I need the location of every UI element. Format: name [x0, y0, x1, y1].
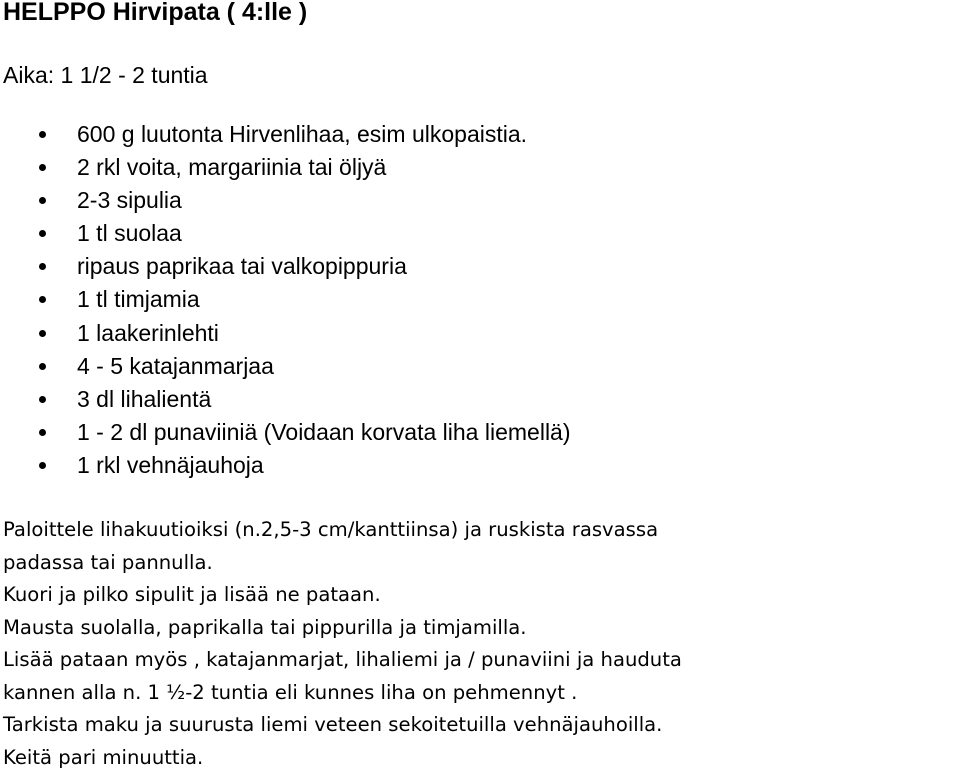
instruction-line: Keitä pari minuuttia.	[3, 745, 204, 769]
instruction-line: Lisää pataan myös , katajanmarjat, lihaliemi ja / punaviini ja hauduta	[3, 648, 682, 671]
bullet-icon	[39, 296, 46, 303]
ingredient-text: 3 dl lihalientä	[77, 385, 212, 412]
bullet-icon	[39, 429, 46, 436]
recipe-title: HELPPO Hirvipata ( 4:lle )	[3, 0, 308, 26]
ingredient-text: 1 tl timjamia	[77, 286, 200, 313]
instruction-line: Mausta suolalla, paprikalla tai pippurilla ja timjamilla.	[3, 615, 527, 639]
bullet-icon	[39, 330, 46, 337]
ingredient-text: 600 g luutonta Hirvenlihaa, esim ulkopaistia.	[77, 121, 528, 147]
ingredient-text: 1 - 2 dl punaviiniä (Voidaan korvata liha liemellä)	[77, 418, 571, 445]
instruction-line: Tarkista maku ja suurusta liemi veteen sekoitetuilla vehnäjauhoilla.	[3, 713, 663, 736]
bullet-icon	[39, 164, 46, 171]
instruction-line: kannen alla n. 1 ½-2 tuntia eli kunnes liha on pehmennyt .	[3, 680, 578, 704]
cooking-time: Aika: 1 1/2 - 2 tuntia	[3, 62, 208, 88]
ingredient-text: 1 laakerinlehti	[77, 319, 219, 346]
ingredient-text: 1 rkl vehnäjauhoja	[77, 451, 264, 478]
instructions	[3, 514, 682, 774]
bullet-icon	[39, 197, 46, 204]
bullet-icon	[39, 363, 46, 370]
instruction-line: padassa tai pannulla.	[3, 550, 213, 574]
ingredient-text: 2-3 sipulia	[77, 187, 182, 214]
bullet-icon	[39, 131, 46, 138]
bullet-icon	[39, 263, 46, 270]
ingredient-text: 2 rkl voita, margariinia tai öljyä	[77, 154, 387, 181]
ingredient-text: ripaus paprikaa tai valkopippuria	[77, 253, 407, 280]
ingredient-text: 4 - 5 katajanmarjaa	[77, 352, 274, 379]
instruction-line: Paloittele lihakuutioiksi (n.2,5-3 cm/kanttiinsa) ja ruskista rasvassa	[3, 518, 659, 541]
bullet-icon	[39, 462, 46, 469]
ingredient-text: 1 tl suolaa	[77, 220, 182, 247]
bullet-icon	[39, 396, 46, 403]
instruction-line: Kuori ja pilko sipulit ja lisää ne pataan.	[3, 583, 381, 606]
bullet-icon	[39, 230, 46, 237]
